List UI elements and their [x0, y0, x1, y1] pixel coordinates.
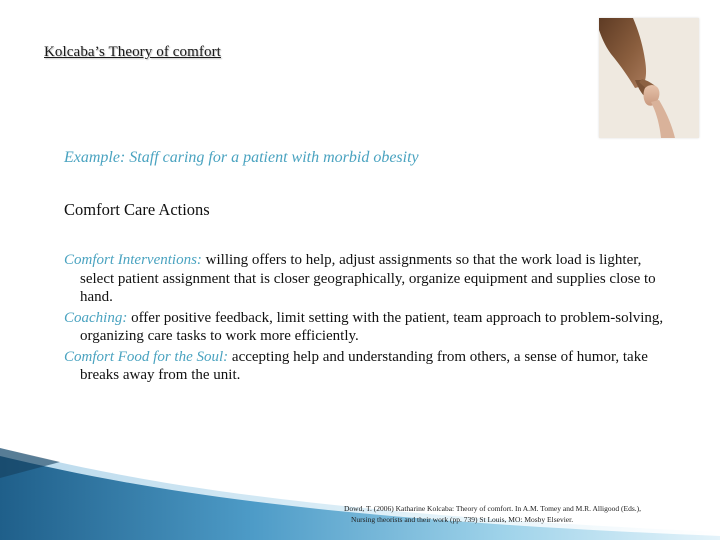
- citation-line: Nursing theorists and their work (pp. 739) St Louis, MO: Mosby Elsevier.: [351, 515, 574, 524]
- example-text: Example: Staff caring for a patient with morbid obesity: [64, 149, 419, 166]
- section-heading: Comfort Care Actions: [64, 200, 210, 219]
- list-item: [64, 348, 664, 385]
- action-term: Comfort Food for the Soul:: [64, 348, 229, 365]
- action-description: accepting help and understanding from others, a sense of humor, take breaks away from the unit.: [80, 348, 648, 383]
- action-description: willing offers to help, adjust assignments so that the work load is lighter, select patient assignment that is closer geographically, organize equipment and supplies close to hand.: [80, 252, 656, 305]
- page-title: Kolcaba’s Theory of comfort: [44, 44, 221, 60]
- comfort-actions-list: [64, 251, 664, 387]
- list-item: [64, 309, 664, 346]
- citation-line: Dowd, T. (2006) Katharine Kolcaba: Theory of comfort. In A.M. Tomey and M.R. Alligood (Eds.),: [344, 504, 641, 513]
- list-item: [64, 251, 664, 307]
- action-term: Comfort Interventions:: [64, 252, 202, 268]
- citation: [344, 503, 664, 525]
- decorative-band: [0, 448, 720, 540]
- hands-photo-icon: [599, 18, 699, 138]
- action-term: Coaching:: [64, 309, 128, 326]
- action-description: offer positive feedback, limit setting with the patient, team approach to problem-solving, organizing care tasks to work more efficiently.: [80, 309, 664, 344]
